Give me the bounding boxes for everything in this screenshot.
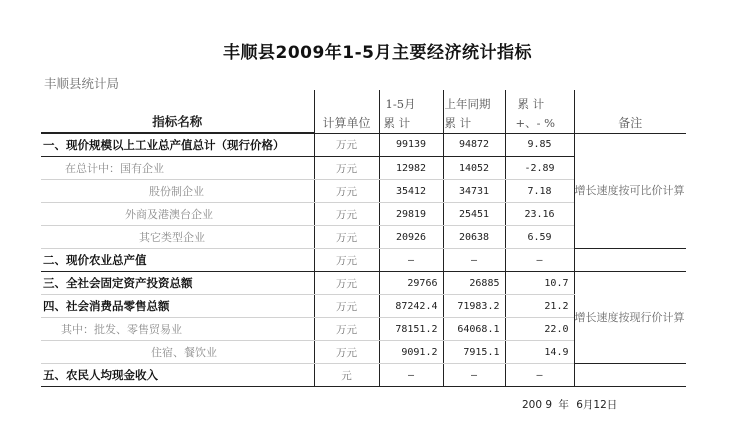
indicator-name: 五、农民人均现金收入 (41, 364, 314, 387)
previous-value: 20638 (443, 226, 505, 249)
growth-value: 14.9 (505, 341, 574, 364)
table-row (41, 272, 686, 295)
header-growth-line2: +、- % (515, 115, 556, 130)
header-previous-line1: 上年同期 (444, 96, 491, 111)
current-value: 29819 (379, 203, 443, 226)
header-current-cumulative (379, 90, 443, 133)
issuing-organization: 丰顺县统计局 (44, 76, 120, 91)
table-header-row (41, 90, 686, 133)
indicator-name: 住宿、餐饮业 (41, 341, 314, 364)
remark-current-price: 增长速度按现行价计算 (574, 272, 686, 364)
remark-comparable-price: 增长速度按可比价计算 (574, 133, 686, 249)
current-value: 78151.2 (379, 318, 443, 341)
publish-year: 200 9 (522, 399, 553, 411)
header-unit: 计算单位 (314, 90, 379, 133)
growth-value: — (505, 249, 574, 272)
indicator-name: 三、全社会固定资产投资总额 (41, 272, 314, 295)
current-value: — (379, 364, 443, 387)
growth-value: — (505, 364, 574, 387)
current-value: 35412 (379, 180, 443, 203)
indicator-unit: 万元 (314, 180, 379, 203)
header-growth (505, 90, 574, 133)
remark-empty-cell (574, 364, 686, 387)
growth-value: 7.18 (505, 180, 574, 203)
previous-value: 34731 (443, 180, 505, 203)
publish-month-day: 6月12日 (576, 399, 618, 411)
growth-value: 9.85 (505, 133, 574, 157)
header-growth-line1: 累 计 (517, 96, 545, 111)
indicator-unit: 万元 (314, 272, 379, 295)
previous-value: 7915.1 (443, 341, 505, 364)
previous-value: 26885 (443, 272, 505, 295)
indicator-unit: 万元 (314, 249, 379, 272)
indicator-name: 其它类型企业 (41, 226, 314, 249)
header-current-line1: 1-5月 (385, 96, 416, 111)
header-current-line2: 累 计 (383, 115, 411, 130)
growth-value: -2.89 (505, 157, 574, 180)
current-value: — (379, 249, 443, 272)
indicator-unit: 万元 (314, 341, 379, 364)
header-previous-cumulative (443, 90, 505, 133)
previous-value: — (443, 249, 505, 272)
indicator-unit: 万元 (314, 295, 379, 318)
current-value: 99139 (379, 133, 443, 157)
previous-value: 71983.2 (443, 295, 505, 318)
previous-value: 64068.1 (443, 318, 505, 341)
header-previous-line2: 累 计 (444, 115, 472, 130)
growth-value: 22.0 (505, 318, 574, 341)
indicator-name: 四、社会消费品零售总额 (41, 295, 314, 318)
current-value: 20926 (379, 226, 443, 249)
indicator-unit: 万元 (314, 203, 379, 226)
previous-value: 94872 (443, 133, 505, 157)
indicator-name: 一、现价规模以上工业总产值总计（现行价格） (41, 133, 314, 157)
current-value: 87242.4 (379, 295, 443, 318)
year-label: 年 (558, 399, 569, 411)
publish-date (522, 397, 617, 412)
previous-value: — (443, 364, 505, 387)
indicator-name: 在总计中：国有企业 (41, 157, 314, 180)
indicator-name: 外商及港澳台企业 (41, 203, 314, 226)
indicator-unit: 元 (314, 364, 379, 387)
growth-value: 21.2 (505, 295, 574, 318)
indicator-name: 其中：批发、零售贸易业 (41, 318, 314, 341)
previous-value: 25451 (443, 203, 505, 226)
header-indicator-name: 指标名称 (41, 90, 314, 133)
header-remarks: 备注 (574, 90, 686, 133)
growth-value: 6.59 (505, 226, 574, 249)
indicator-name: 二、现价农业总产值 (41, 249, 314, 272)
indicator-unit: 万元 (314, 226, 379, 249)
previous-value: 14052 (443, 157, 505, 180)
current-value: 29766 (379, 272, 443, 295)
page-title: 丰顺县2009年1-5月主要经济统计指标 (222, 43, 533, 63)
table-row (41, 364, 686, 387)
indicator-unit: 万元 (314, 157, 379, 180)
growth-value: 10.7 (505, 272, 574, 295)
indicator-unit: 万元 (314, 133, 379, 157)
current-value: 9091.2 (379, 341, 443, 364)
remark-empty-cell (574, 249, 686, 272)
current-value: 12982 (379, 157, 443, 180)
growth-value: 23.16 (505, 203, 574, 226)
indicator-unit: 万元 (314, 318, 379, 341)
table-row (41, 133, 686, 157)
indicator-name: 股份制企业 (41, 180, 314, 203)
statistics-table (41, 90, 686, 387)
table-row (41, 249, 686, 272)
